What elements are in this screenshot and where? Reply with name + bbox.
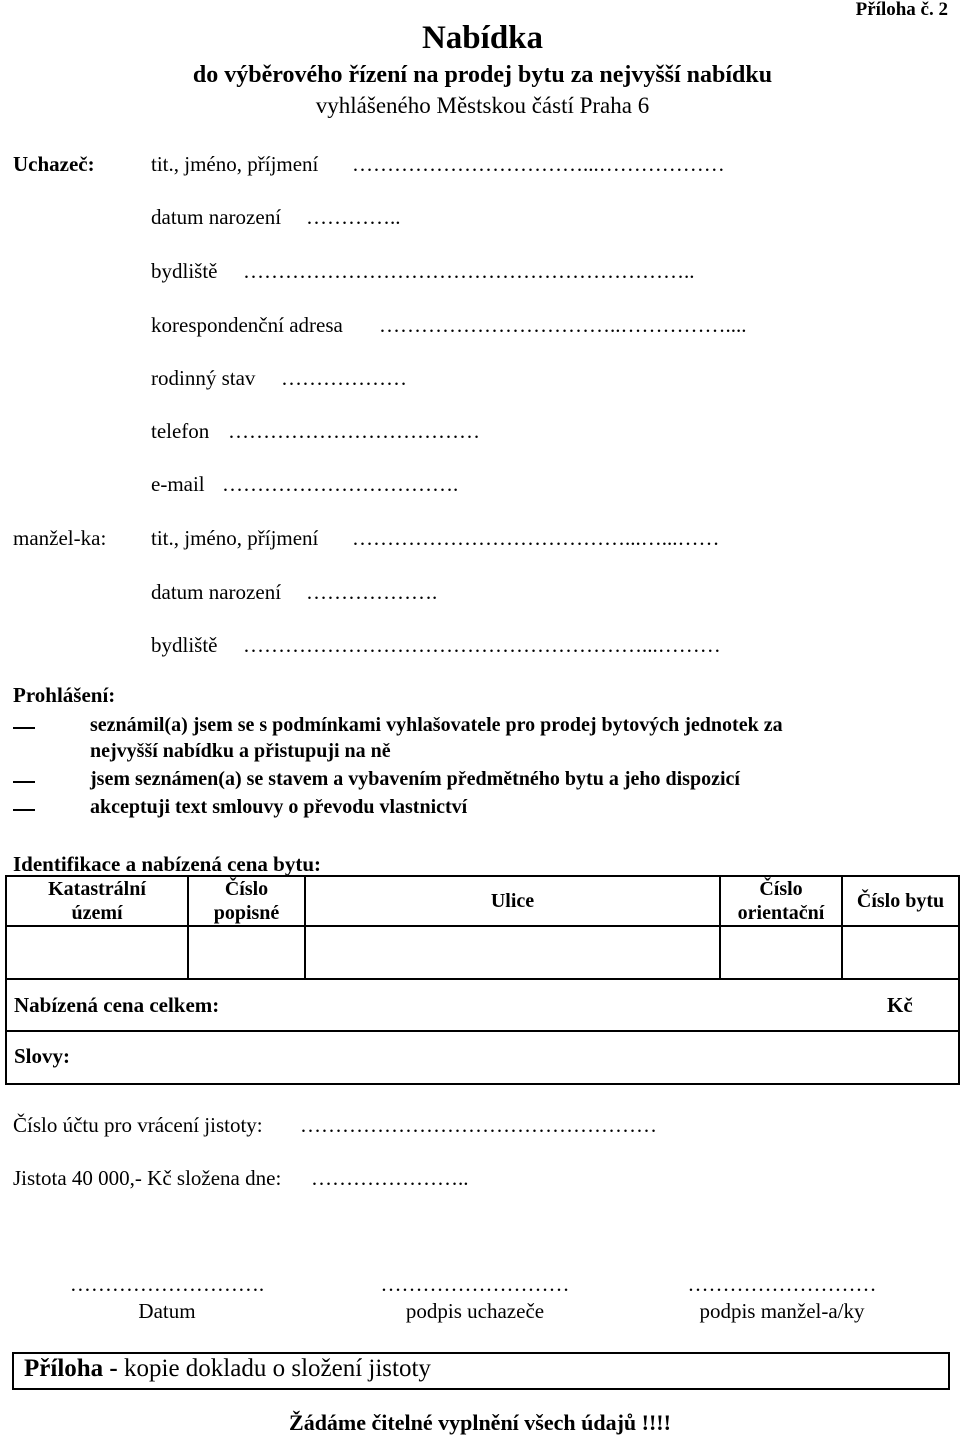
descriptive-number-cell[interactable] (188, 926, 305, 979)
price-in-words-row[interactable] (5, 1032, 960, 1085)
attachment-text: kopie dokladu o složení jistoty (117, 1355, 431, 1382)
applicant-correspondence-label: korespondenční adresa (151, 313, 343, 337)
column-header-flat-number: Číslo bytu (842, 876, 959, 926)
orientation-number-cell[interactable] (720, 926, 842, 979)
announcer-line: vyhlášeného Městskou částí Praha 6 (315, 93, 650, 118)
declaration-item (13, 768, 953, 794)
declaration-item-continuation (13, 740, 953, 766)
attachment-note (24, 1355, 431, 1383)
table-row (6, 926, 959, 979)
spouse-label: manžel-ka: (13, 526, 107, 550)
spouse-residence-label: bydliště (151, 633, 218, 657)
applicant-email-label: e-mail (151, 472, 205, 496)
applicant-name-label: tit., jméno, příjmení (151, 152, 319, 176)
applicant-correspondence-field[interactable]: ……………………………..…………….... (379, 313, 747, 337)
deposit-label: Jistota 40 000,- Kč složena dne: (13, 1166, 282, 1190)
spouse-residence-field[interactable]: …………………………………………………...……… (243, 633, 721, 657)
date-caption: Datum (138, 1299, 196, 1323)
refund-account-field[interactable]: …………………………………………… (300, 1113, 657, 1137)
applicant-marital-field[interactable]: ……………… (281, 366, 407, 390)
price-row[interactable] (5, 978, 960, 1032)
applicant-phone-label: telefon (151, 419, 210, 443)
applicant-residence-label: bydliště (151, 259, 218, 283)
applicant-name-field[interactable]: ……………………………...……………… (352, 152, 725, 176)
column-header-cadastral: Katastrální území (6, 876, 188, 926)
dash-bullet (13, 727, 35, 729)
spouse-signature-line[interactable]: ……………………… (687, 1272, 877, 1296)
applicant-birthdate-field[interactable]: ………….. (306, 205, 401, 229)
declaration-heading: Prohlášení: (13, 683, 116, 707)
price-label: Nabízená cena celkem: (14, 993, 220, 1017)
applicant-residence-field[interactable]: ……………………………………………………….. (243, 259, 695, 283)
column-header-descriptive-number: Číslo popisné (188, 876, 305, 926)
column-header-street: Ulice (305, 876, 720, 926)
refund-account-label: Číslo účtu pro vrácení jistoty: (13, 1113, 263, 1137)
declaration-item-text: nejvyšší nabídku a přistupuji na ně (90, 740, 391, 762)
table-header-row (6, 876, 959, 926)
deposit-date-field[interactable]: ………………….. (311, 1166, 469, 1190)
street-cell[interactable] (305, 926, 720, 979)
applicant-signature-caption: podpis uchazeče (405, 1299, 545, 1323)
declaration-item-text: akceptuji text smlouvy o převodu vlastnictví (90, 796, 468, 818)
applicant-email-field[interactable]: ……………………………. (222, 472, 459, 496)
date-signature-line[interactable]: ………………………. (69, 1272, 265, 1296)
currency-label: Kč (887, 993, 913, 1017)
applicant-signature-line[interactable]: ……………………… (380, 1272, 570, 1296)
identification-heading: Identifikace a nabízená cena bytu: (13, 852, 322, 876)
attachment-box (12, 1352, 950, 1390)
declaration-item (13, 714, 953, 740)
applicant-marital-label: rodinný stav (151, 366, 256, 390)
spouse-name-field[interactable]: …………………………………...…...…… (352, 526, 720, 550)
cadastral-cell[interactable] (6, 926, 188, 979)
declaration-item-text: seznámil(a) jsem se s podmínkami vyhlašovatele pro prodej bytových jednotek za (90, 714, 783, 736)
applicant-label: Uchazeč: (13, 152, 95, 176)
annex-label: Příloha č. 2 (855, 0, 948, 20)
spouse-signature-caption: podpis manžel-a/ky (699, 1299, 865, 1323)
applicant-phone-field[interactable]: ……………………………… (228, 419, 480, 443)
declaration-item-text: jsem seznámen(a) se stavem a vybavením předmětného bytu a jeho dispozicí (90, 768, 740, 790)
attachment-label: Příloha - (24, 1355, 118, 1382)
property-table (5, 875, 960, 980)
document-title: Nabídka (421, 20, 544, 56)
column-header-orientation-number: Číslo orientační (720, 876, 842, 926)
spouse-birthdate-field[interactable]: ………………. (306, 580, 438, 604)
document-subtitle: do výběrového řízení na prodej bytu za nejvyšší nabídku (192, 62, 773, 88)
spouse-name-label: tit., jméno, příjmení (151, 526, 319, 550)
footer-note: Žádáme čitelné vyplnění všech údajů !!!! (289, 1410, 671, 1435)
dash-bullet (13, 809, 35, 811)
dash-bullet (13, 781, 35, 783)
spouse-birthdate-label: datum narození (151, 580, 282, 604)
applicant-birthdate-label: datum narození (151, 205, 282, 229)
declaration-item (13, 796, 953, 822)
words-label: Slovy: (14, 1044, 71, 1068)
flat-number-cell[interactable] (842, 926, 959, 979)
